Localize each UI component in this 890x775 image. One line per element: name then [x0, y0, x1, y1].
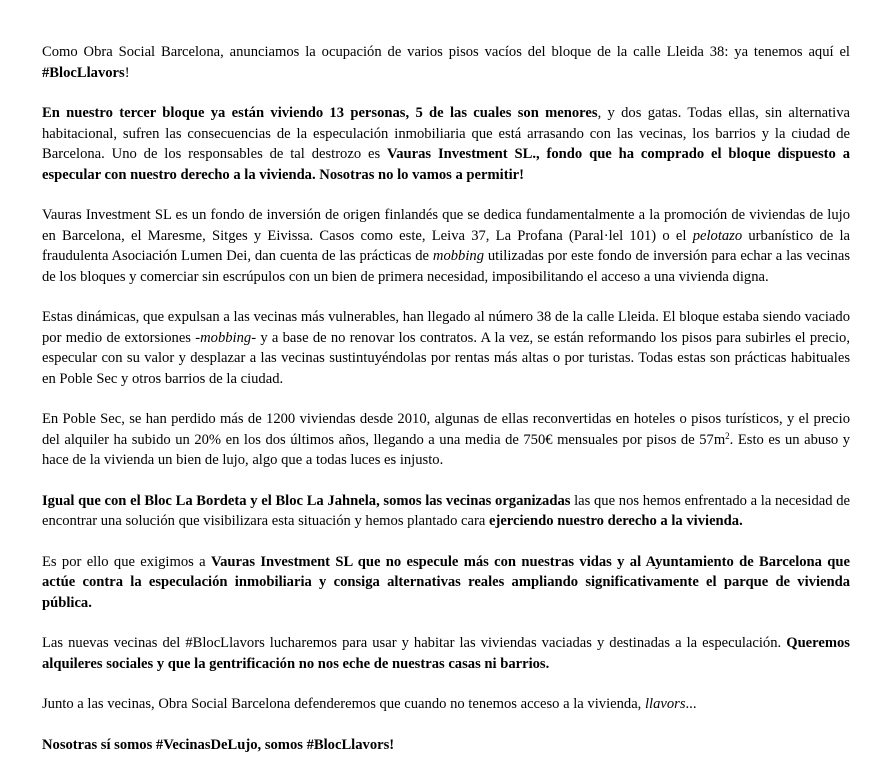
poble-sec-text-b: . Esto es un abuso y hace de la vivienda un bien de lujo, algo que a todas luces es injusto. [42, 431, 850, 468]
squared-superscript: 2 [725, 430, 730, 441]
dynamics-text-a: Estas dinámicas, que expulsan a las vecinas más vulnerables, han llegado al número 38 de la calle Lleida. El bloque estaba siendo vaciado por medio de extorsiones [42, 309, 850, 346]
paragraph-demands [42, 552, 850, 614]
paragraph-residents [42, 103, 850, 185]
organized-highlight: Igual que con el Bloc La Bordeta y el Bloc La Jahnela, somos las vecinas organizadas [42, 492, 571, 509]
paragraph-dynamics [42, 307, 850, 389]
mobbing-dash-italic: -mobbing- [195, 329, 257, 346]
dynamics-text-b: y a base de no renovar los contratos. A la vez, se están reformando los pisos para subirles el precio, especular con su valor y desplazar a las vecinas sustintuyéndolas por rentas más altas o por turistas. Todas estas son prácticas habituales en Poble Sec y otros barrios de la ciudad. [42, 329, 850, 387]
social-rent-highlight: Queremos alquileres sociales y que la gentrificación no nos eche de nuestras casas ni barrios. [42, 635, 850, 672]
llavors-text-b: ... [685, 696, 697, 712]
paragraph-llavors [42, 694, 850, 715]
residents-text: , y dos gatas. Todas ellas, sin alternativa habitacional, sufren las consecuencias de la especulación inmobiliaria que está arrasando con las vecinas, los barrios y la ciudad de Barcelona. Uno de los responsables de tal destrozo es [42, 105, 850, 162]
organized-text: las que nos hemos enfrentado a la necesidad de encontrar una solución que visibilizara esta situación y hemos plantado cara [42, 492, 850, 529]
paragraph-organized [42, 491, 850, 532]
residents-highlight: En nuestro tercer bloque ya están viviendo 13 personas, 5 de las cuales son menores [42, 105, 598, 121]
right-to-housing-highlight: ejerciendo nuestro derecho a la vivienda. [488, 513, 743, 529]
paragraph-poble-sec [42, 409, 850, 471]
demands-text: Es por ello que exigimos a [42, 553, 211, 570]
paragraph-new-neighbors [42, 633, 850, 674]
fund-highlight: Vauras Investment SL., fondo que ha comprado el bloque dispuesto a especular con nuestro derecho a la vivienda. Nosotras no lo vamos a permitir! [42, 146, 850, 183]
paragraph-closing [42, 735, 850, 756]
fund-text-a: Vauras Investment SL es un fondo de inversión de origen finlandés que se dedica fundamentalmente a la promoción de viviendas de lujo en Barcelona, el Maresme, Sitges y Eivissa. Casos como este, Leiva 37, La Profana (Paral·lel 101) o el [42, 207, 850, 244]
intro-text: Como Obra Social Barcelona, anunciamos la ocupación de varios pisos vacíos del bloque de la calle Lleida 38: ya tenemos aquí el [42, 44, 850, 60]
hashtag-bloc-llavors: #BlocLlavors [42, 64, 125, 81]
mobbing-italic: mobbing [432, 248, 484, 264]
intro-text-end: ! [124, 64, 130, 81]
paragraph-intro [42, 42, 850, 83]
poble-sec-text-a: En Poble Sec, se han perdido más de 1200 viviendas desde 2010, algunas de ellas reconvertidas en hoteles o pisos turísticos, y el precio del alquiler ha subido un 20% en los dos últimos años, llegando a una media de 750€ mensuales por pisos de 57m [42, 411, 850, 448]
llavors-text-a: Junto a las vecinas, Obra Social Barcelona defenderemos que cuando no tenemos acceso a la vivienda, [42, 696, 645, 712]
demands-highlight: Vauras Investment SL que no especule más con nuestras vidas y al Ayuntamiento de Barcelona que actúe contra la especulación inmobiliaria y consiga alternativas reales ampliando significativamente el parque de vivienda pública. [42, 553, 850, 611]
pelotazo-italic: pelotazo [692, 227, 743, 244]
document-page [42, 42, 850, 775]
paragraph-fund [42, 205, 850, 287]
fund-text-b: urbanístico de la fraudulenta Asociación Lumen Dei, dan cuenta de las prácticas de [42, 227, 850, 264]
new-neighbors-text: Las nuevas vecinas del #BlocLlavors lucharemos para usar y habitar las viviendas vaciadas y destinadas a la especulación. [42, 635, 787, 651]
llavors-italic: llavors [644, 696, 686, 712]
fund-text-c: utilizadas por este fondo de inversión para echar a las vecinas de los bloques y comerciar sin escrúpulos con un bien de primera necesidad, imposibilitando el acceso a una vivienda digna. [42, 248, 850, 285]
closing-slogan: Nosotras sí somos #VecinasDeLujo, somos #BlocLlavors! [42, 736, 395, 753]
